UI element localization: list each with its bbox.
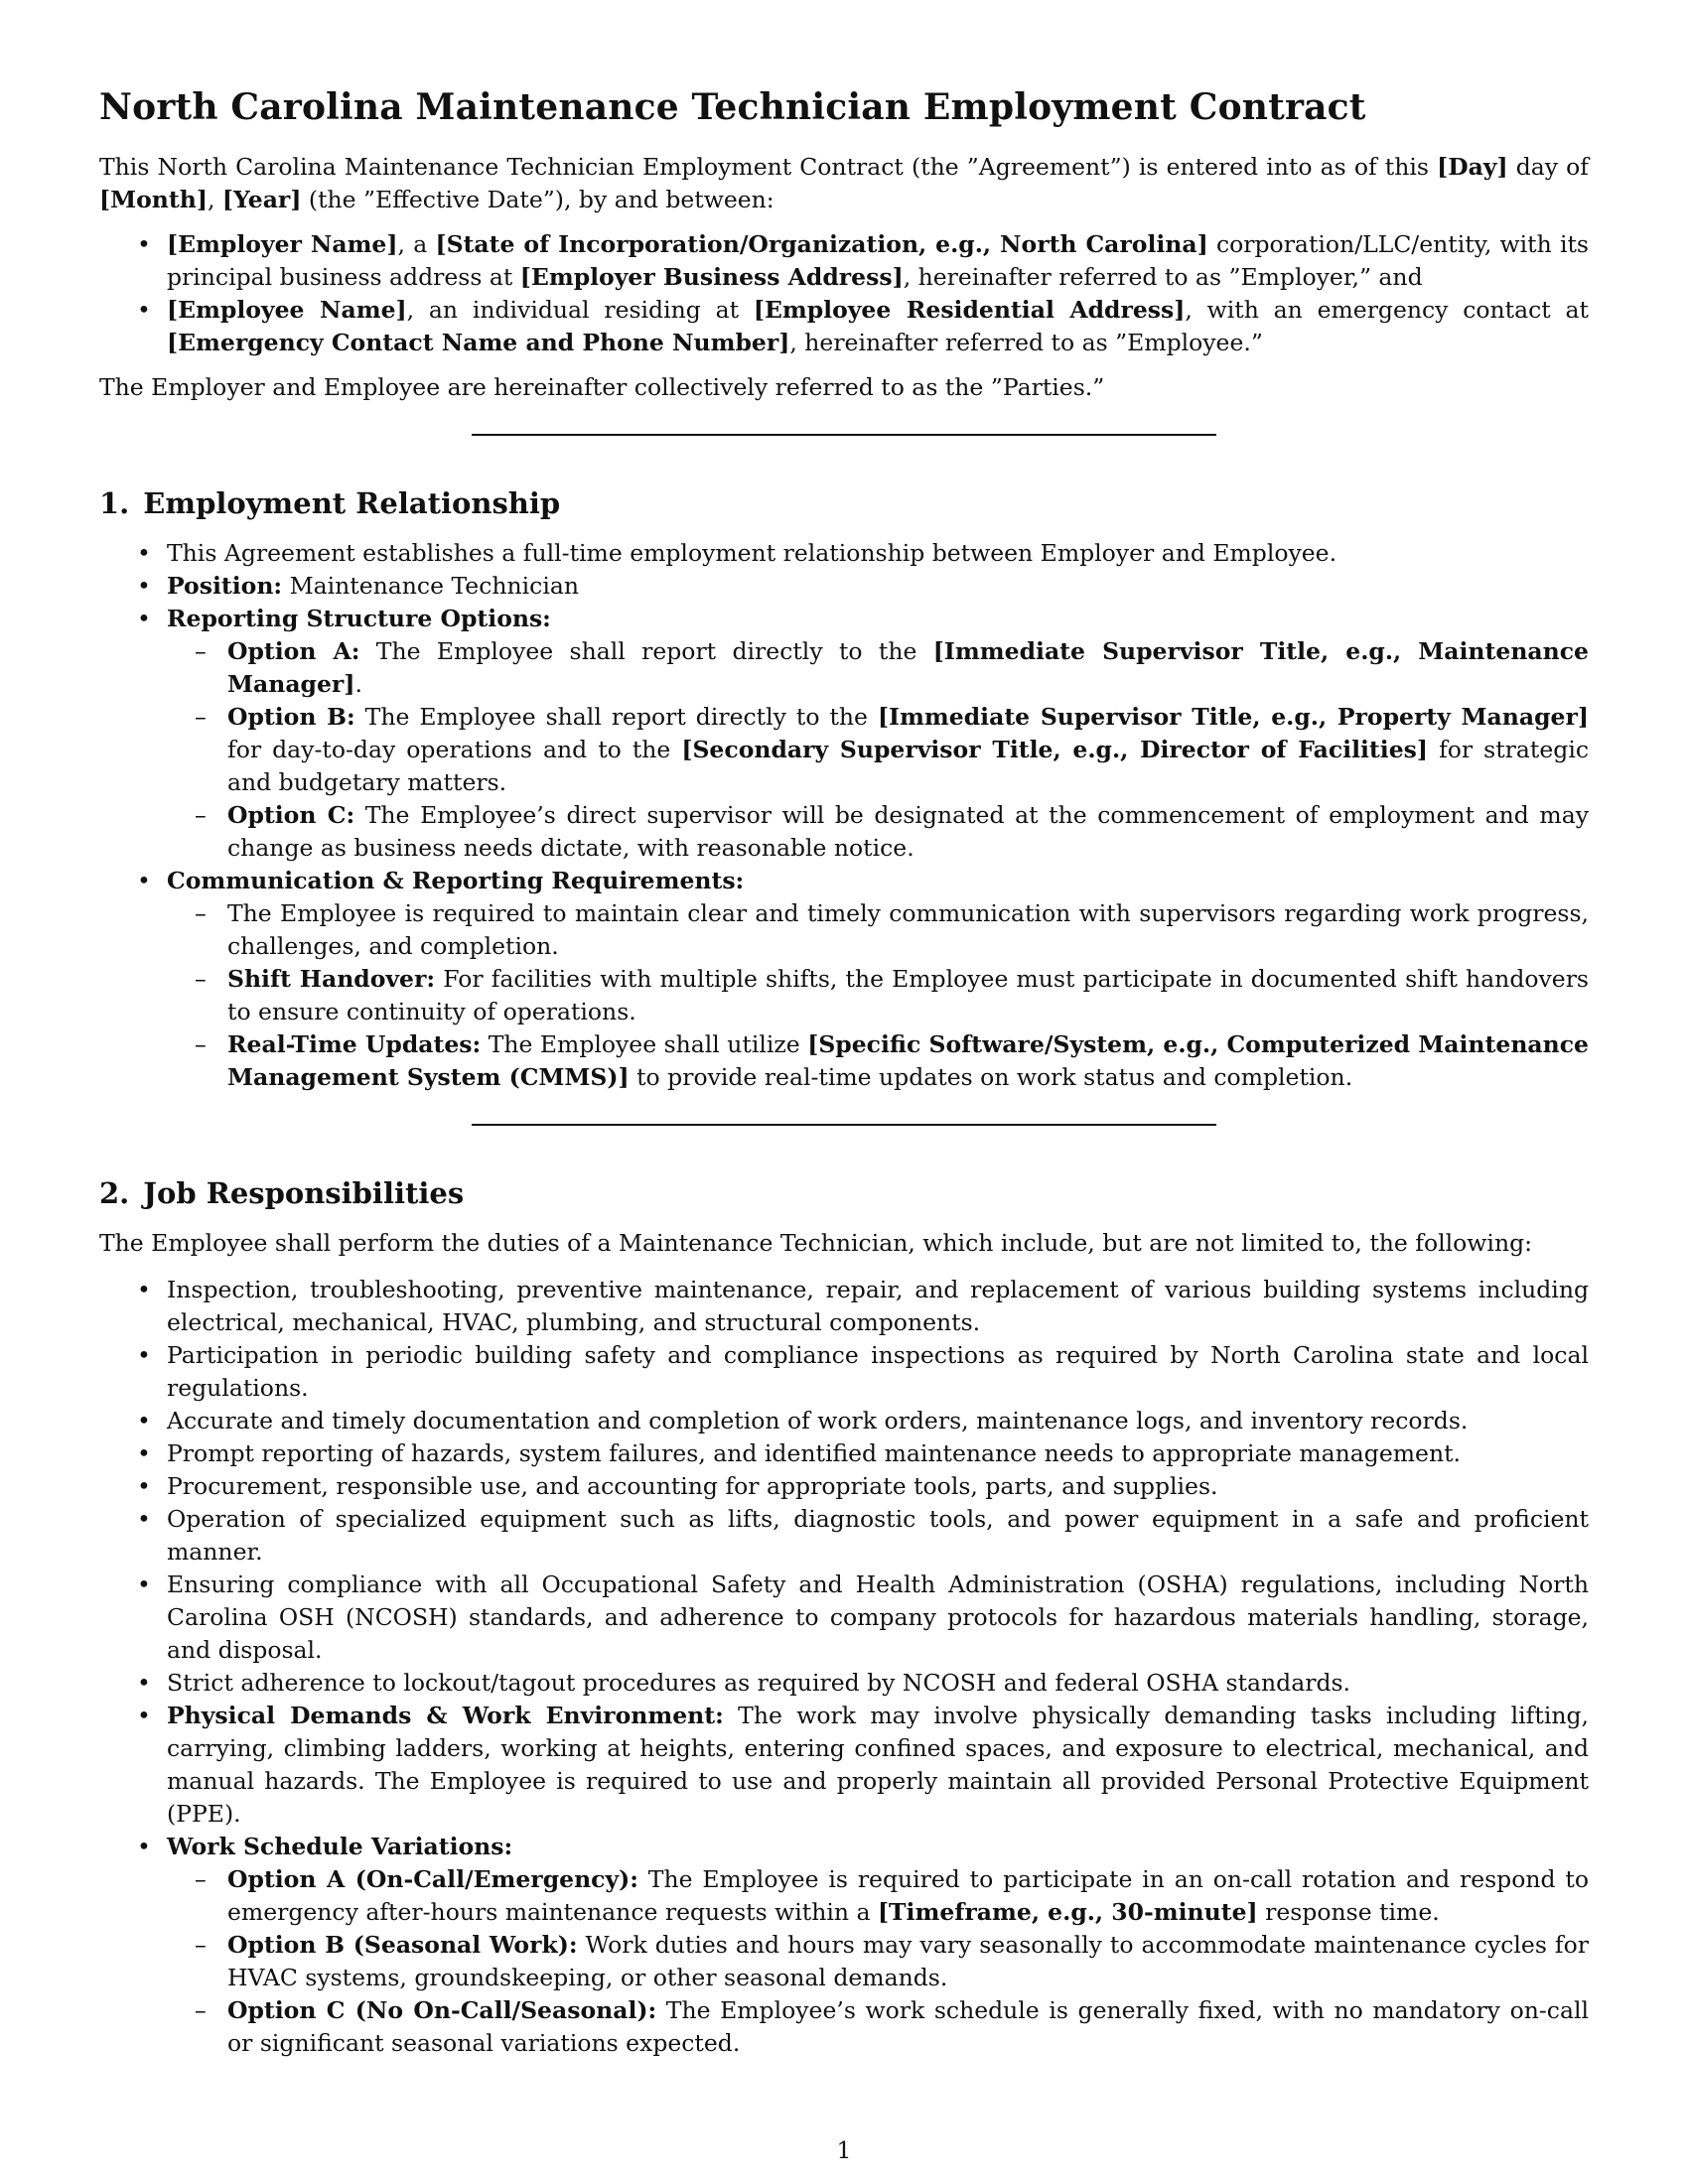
intro-text: day of xyxy=(1507,153,1589,181)
item-label: Shift Handover: xyxy=(227,965,436,993)
list-item xyxy=(99,865,1589,1094)
item-text: The Employee is required to participate in an on-call rotation and respond to emergency after-hours maintenance requests within a xyxy=(227,1865,1589,1926)
placeholder: [Timeframe, e.g., 30-minute] xyxy=(877,1898,1258,1926)
list-item: • Inspection, troubleshooting, preventive maintenance, repair, and replacement of various building systems including electrical, mechanical, HVAC, plumbing, and structural components. xyxy=(99,1274,1589,1339)
party-text: , with an emergency contact at xyxy=(1185,296,1589,324)
item-label: Work Schedule Variations: xyxy=(167,1833,513,1860)
sub-list-item xyxy=(167,1994,1589,2060)
list-item: • Ensuring compliance with all Occupational Safety and Health Administration (OSHA) regulations, including North Carolina OSH (NCOSH) standards, and adherence to company protocols for hazardous materials handling, storage, and disposal. xyxy=(99,1569,1589,1667)
item-text: Work duties and hours may vary seasonally to accommodate maintenance cycles for HVAC systems, groundskeeping, or other seasonal demands. xyxy=(227,1931,1589,1991)
party-text: corporation/LLC/entity, with its principal business address at xyxy=(167,230,1589,291)
item-text: The Employee shall utilize xyxy=(481,1030,808,1058)
party-text: , an individual residing at xyxy=(406,296,754,324)
sub-list-item xyxy=(167,635,1589,701)
item-text: The Employee shall report directly to the xyxy=(359,637,933,665)
intro-text: , xyxy=(207,186,222,213)
sub-list-item xyxy=(167,1929,1589,1994)
party-text: , hereinafter referred to as ”Employer,” and xyxy=(903,263,1423,291)
section-heading-1 xyxy=(99,485,1589,521)
list-item: • Procurement, responsible use, and accounting for appropriate tools, parts, and supplies. xyxy=(99,1470,1589,1503)
item-label: Real-Time Updates: xyxy=(227,1030,482,1058)
item-text: for strategic and budgetary matters. xyxy=(227,736,1590,796)
list-item: • Participation in periodic building safety and compliance inspections as required by North Carolina state and local regulations. xyxy=(99,1339,1589,1405)
list-item xyxy=(99,1700,1589,1831)
section-title: Employment Relationship xyxy=(143,486,561,520)
employee-address-placeholder: [Employee Residential Address] xyxy=(753,296,1186,324)
item-label: Physical Demands & Work Environment: xyxy=(167,1702,724,1729)
list-item xyxy=(99,603,1589,865)
schedule-options-list xyxy=(167,1863,1589,2060)
item-text: For facilities with multiple shifts, the Employee must participate in documented shift handovers to ensure continuity of operations. xyxy=(227,965,1589,1025)
intro-paragraph xyxy=(99,151,1589,216)
item-text: . xyxy=(354,670,362,698)
item-label: Option A (On-Call/Emergency): xyxy=(227,1865,638,1893)
party-text: , a xyxy=(397,230,436,258)
year-placeholder: [Year] xyxy=(221,186,302,213)
item-text: The Employee shall report directly to the xyxy=(354,703,878,731)
item-label: Reporting Structure Options: xyxy=(167,605,551,632)
section-divider xyxy=(472,1124,1216,1126)
sub-list-item xyxy=(167,1028,1589,1094)
section-number: 2. xyxy=(99,1176,130,1210)
month-placeholder: [Month] xyxy=(99,186,208,213)
placeholder: [Specific Software/System, e.g., Computerized Maintenance Management System (CMMS)] xyxy=(227,1030,1589,1091)
page-number: 1 xyxy=(836,2136,852,2164)
item-label: Position: xyxy=(167,572,283,600)
list-item: • Operation of specialized equipment such as lifts, diagnostic tools, and power equipment in a safe and proficient manner. xyxy=(99,1503,1589,1569)
sub-list-item xyxy=(167,799,1589,865)
item-text: Maintenance Technician xyxy=(282,572,579,600)
sub-list-item xyxy=(167,963,1589,1028)
item-text: response time. xyxy=(1257,1898,1440,1926)
item-text: to provide real-time updates on work status and completion. xyxy=(629,1063,1353,1091)
item-label: Communication & Reporting Requirements: xyxy=(167,867,745,894)
list-item: • This Agreement establishes a full-time employment relationship between Employer and Employee. xyxy=(99,537,1589,570)
section-heading-2 xyxy=(99,1175,1589,1211)
item-text: The Employee’s direct supervisor will be designated at the commencement of employment and may change as business needs dictate, with reasonable notice. xyxy=(227,801,1589,862)
list-item xyxy=(99,570,1589,603)
list-item: • Accurate and timely documentation and completion of work orders, maintenance logs, and inventory records. xyxy=(99,1405,1589,1437)
employer-address-placeholder: [Employer Business Address] xyxy=(519,263,904,291)
intro-text: This North Carolina Maintenance Technician Employment Contract (the ”Agreement”) is entered into as of this xyxy=(99,153,1438,181)
employer-name-placeholder: [Employer Name] xyxy=(167,230,398,258)
document-title: North Carolina Maintenance Technician Employment Contract xyxy=(99,86,1366,128)
sub-list-item xyxy=(167,701,1589,799)
parties-closing: The Employer and Employee are hereinafter collectively referred to as the ”Parties.” xyxy=(99,373,1105,401)
communication-list xyxy=(167,897,1589,1094)
parties-list xyxy=(99,228,1589,359)
section-title: Job Responsibilities xyxy=(143,1176,465,1210)
item-label: Option B (Seasonal Work): xyxy=(227,1931,578,1959)
party-employee xyxy=(99,294,1589,359)
placeholder: [Immediate Supervisor Title, e.g., Property Manager] xyxy=(877,703,1589,731)
list-item: • Strict adherence to lockout/tagout procedures as required by NCOSH and federal OSHA standards. xyxy=(99,1667,1589,1700)
party-text: , hereinafter referred to as ”Employee.” xyxy=(789,329,1263,356)
sub-list-item xyxy=(167,1863,1589,1929)
placeholder: [Secondary Supervisor Title, e.g., Director of Facilities] xyxy=(681,736,1429,763)
section-divider xyxy=(472,434,1216,436)
item-text: The work may involve physically demanding tasks including lifting, carrying, climbing ladders, working at heights, entering confined spaces, and exposure to electrical, mechanical, and manual hazards. The Employee is required to use and properly maintain all provided Personal Protective Equipment (PPE). xyxy=(167,1702,1589,1828)
state-placeholder: [State of Incorporation/Organization, e.g., North Carolina] xyxy=(435,230,1208,258)
section2-list xyxy=(99,1274,1589,2060)
emergency-contact-placeholder: [Emergency Contact Name and Phone Number] xyxy=(167,329,790,356)
document-page xyxy=(99,85,1589,2060)
item-label: Option A: xyxy=(227,637,360,665)
item-label: Option C (No On-Call/Seasonal): xyxy=(227,1996,657,2024)
item-label: Option B: xyxy=(227,703,355,731)
item-text: for day-to-day operations and to the xyxy=(227,736,682,763)
party-employer xyxy=(99,228,1589,294)
item-text: The Employee’s work schedule is generally fixed, with no mandatory on-call or significant seasonal variations expected. xyxy=(227,1996,1589,2057)
reporting-options-list xyxy=(167,635,1589,865)
employee-name-placeholder: [Employee Name] xyxy=(167,296,407,324)
section-number: 1. xyxy=(99,486,130,520)
list-item: • Prompt reporting of hazards, system failures, and identified maintenance needs to appropriate management. xyxy=(99,1437,1589,1470)
section1-list xyxy=(99,537,1589,1094)
sub-list-item: – The Employee is required to maintain clear and timely communication with supervisors regarding work progress, challenges, and completion. xyxy=(167,897,1589,963)
intro-text: (the ”Effective Date”), by and between: xyxy=(301,186,774,213)
section2-lead: The Employee shall perform the duties of a Maintenance Technician, which include, but are not limited to, the following: xyxy=(99,1229,1533,1257)
item-label: Option C: xyxy=(227,801,355,829)
placeholder: [Immediate Supervisor Title, e.g., Maintenance Manager] xyxy=(227,637,1589,698)
list-item xyxy=(99,1831,1589,2060)
day-placeholder: [Day] xyxy=(1437,153,1508,181)
